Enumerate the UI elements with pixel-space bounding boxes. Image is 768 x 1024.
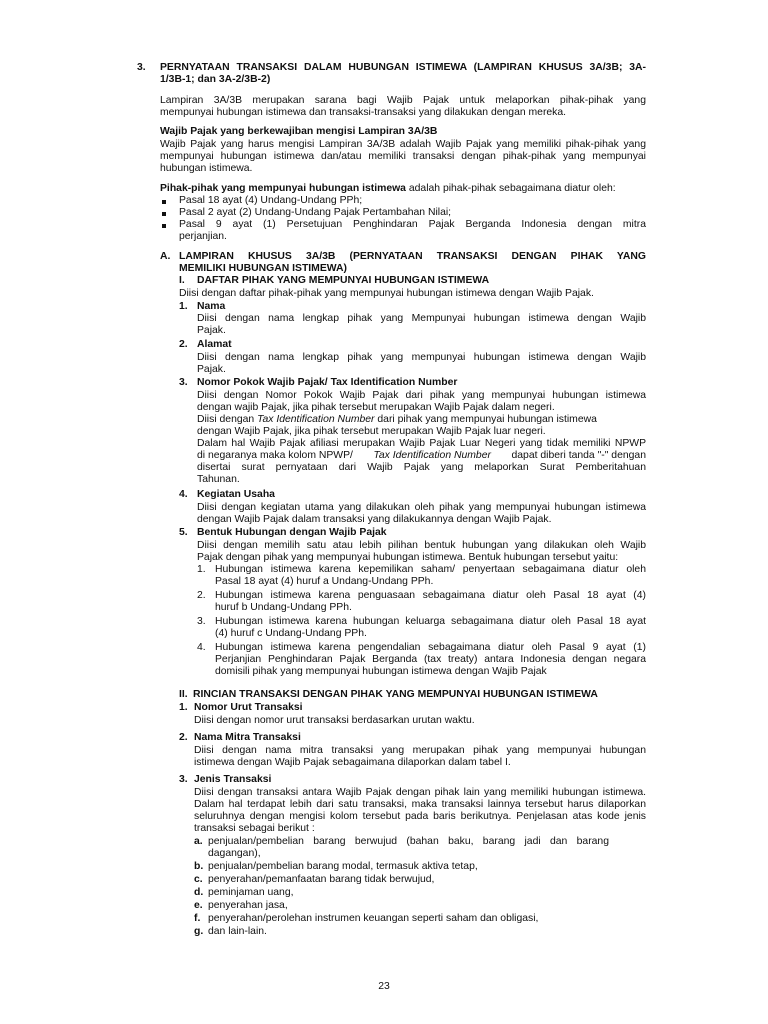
- item-body-line: Diisi dengan nama lengkap pihak yang Mempunyai hubungan istimewa dengan Wajib: [197, 313, 646, 324]
- sub-item-line: huruf b Undang-Undang PPh.: [215, 602, 352, 613]
- sub-item-number: 2.: [197, 590, 206, 601]
- text-run: dari pihak yang mempunyai hubungan istimewa: [374, 414, 597, 425]
- item-body-line: dengan wajib Pajak, jika pihak tersebut merupakan Wajib Pajak dalam negeri.: [197, 402, 555, 413]
- item-body-line: Diisi dengan memilih satu atau lebih pilihan bentuk hubungan yang dilakukan oleh Wajib: [197, 540, 646, 551]
- sub-item-line: (4) huruf c Undang-Undang PPh.: [215, 628, 367, 639]
- square-bullet-icon: [162, 212, 166, 216]
- section-3-title-line1: PERNYATAAN TRANSAKSI DALAM HUBUNGAN ISTIMEWA (LAMPIRAN KHUSUS 3A/3B; 3A-: [160, 62, 646, 73]
- item-body-line: Diisi dengan Nomor Pokok Wajib Pajak dari pihak yang mempunyai hubungan istimewa: [197, 390, 646, 401]
- wajib-pajak-heading: Wajib Pajak yang berkewajiban mengisi Lampiran 3A/3B: [160, 126, 438, 137]
- code-text: peminjaman uang,: [208, 887, 294, 898]
- bullet-item: Pasal 9 ayat (1) Persetujuan Penghindaran Pajak Berganda Indonesia dengan mitra: [179, 219, 646, 230]
- wajib-pajak-line2: mempunyai hubungan istimewa dan/atau memiliki transaksi dengan pihak-pihak yang mempunyai: [160, 151, 646, 162]
- code-letter: a.: [194, 836, 203, 847]
- item-title-bentuk-hubungan: Bentuk Hubungan dengan Wajib Pajak: [197, 527, 387, 538]
- sub-item-number: 3.: [197, 616, 206, 627]
- section-i-intro: Diisi dengan daftar pihak-pihak yang mempunyai hubungan istimewa dengan Wajib Pajak.: [179, 288, 594, 299]
- section-a-title-line2: MEMILIKI HUBUNGAN ISTIMEWA): [179, 263, 347, 274]
- code-letter: b.: [194, 861, 204, 872]
- section-3-intro-line2: mempunyai hubungan istimewa dan transaksi-transaksi yang dilakukan dengan mereka.: [160, 107, 567, 118]
- item-title-npwp: Nomor Pokok Wajib Pajak/ Tax Identification Number: [197, 377, 458, 388]
- text-run: dapat diberi tanda "-" dengan: [511, 450, 646, 461]
- section-3-number: 3.: [137, 62, 146, 73]
- item-title-nomor-urut: Nomor Urut Transaksi: [194, 702, 303, 713]
- item-body-line: Diisi dengan nama mitra transaksi yang merupakan pihak yang mempunyai hubungan: [194, 745, 646, 756]
- item-number: 1.: [179, 702, 188, 713]
- wajib-pajak-line3: hubungan istimewa.: [160, 163, 253, 174]
- item-body-line: dengan Wajib Pajak, jika pihak tersebut merupakan Wajib Pajak luar negeri.: [197, 426, 546, 437]
- item-body-line: Pajak dengan pihak yang mempunyai hubungan istimewa. Bentuk hubungan tersebut yaitu:: [197, 552, 619, 563]
- section-3-title-line2: 1/3B-1; dan 3A-2/3B-2): [160, 74, 271, 85]
- sub-item-line: Hubungan istimewa karena hubungan keluarga sebagaimana diatur oleh Pasal 18 ayat: [215, 616, 646, 627]
- item-number: 1.: [179, 301, 188, 312]
- section-ii-number: II.: [179, 689, 188, 700]
- sub-item-number: 1.: [197, 564, 206, 575]
- section-i-number: I.: [179, 275, 185, 286]
- item-title-nama-mitra: Nama Mitra Transaksi: [194, 732, 301, 743]
- item-body-line: Diisi dengan nama lengkap pihak yang mempunyai hubungan istimewa dengan Wajib: [197, 352, 646, 363]
- item-body-line: [197, 450, 646, 462]
- section-ii-title: RINCIAN TRANSAKSI DENGAN PIHAK YANG MEMPUNYAI HUBUNGAN ISTIMEWA: [193, 689, 598, 700]
- code-letter: c.: [194, 874, 203, 885]
- bullet-item: Pasal 18 ayat (4) Undang-Undang PPh;: [179, 195, 363, 206]
- item-body-line: Diisi dengan nomor urut transaksi berdasarkan urutan waktu.: [194, 715, 475, 726]
- code-text: dan lain-lain.: [208, 926, 267, 937]
- code-text: penjualan/pembelian barang berwujud (bahan baku, barang jadi dan barang: [208, 836, 609, 847]
- item-body-line: Pajak.: [197, 364, 226, 375]
- code-text: penyerahan/perolehan instrumen keuangan seperti saham dan obligasi,: [208, 913, 539, 924]
- code-letter: f.: [194, 913, 201, 924]
- item-body-line: [197, 414, 597, 426]
- square-bullet-icon: [162, 200, 166, 204]
- code-letter: g.: [194, 926, 204, 937]
- sub-item-line: Perjanjian Penghindaran Pajak Berganda (tax treaty) antara Indonesia dengan negara: [215, 654, 646, 665]
- item-body-line: transaksi sebagai berikut :: [194, 823, 315, 834]
- pihak-rest-text: adalah pihak-pihak sebagaimana diatur oleh:: [405, 183, 616, 194]
- item-body-line: istimewa dengan Wajib Pajak sebagaimana dilaporkan dalam tabel I.: [194, 757, 511, 768]
- pihak-paragraph: [160, 183, 616, 195]
- item-number: 3.: [179, 377, 188, 388]
- section-i-title: DAFTAR PIHAK YANG MEMPUNYAI HUBUNGAN ISTIMEWA: [197, 275, 490, 286]
- item-number: 2.: [179, 732, 188, 743]
- item-body-line: dengan Wajib Pajak dalam transaksi yang dilakukannya dengan Wajib Pajak.: [197, 514, 552, 525]
- section-3-intro-line1: Lampiran 3A/3B merupakan sarana bagi Wajib Pajak untuk melaporkan pihak-pihak yang: [160, 95, 646, 106]
- item-number: 3.: [179, 774, 188, 785]
- item-title-kegiatan-usaha: Kegiatan Usaha: [197, 489, 275, 500]
- sub-item-line: Hubungan istimewa karena kepemilikan saham/ penyertaan sebagaimana diatur oleh: [215, 564, 646, 575]
- italic-text-run: Tax Identification Number: [373, 450, 491, 461]
- item-body-line: Pajak.: [197, 325, 226, 336]
- item-body-line: Diisi dengan kegiatan utama yang dilakukan oleh pihak yang mempunyai hubungan istimewa: [197, 502, 646, 513]
- sub-item-line: Hubungan istimewa karena penguasaan sebagaimana diatur oleh Pasal 18 ayat (4): [215, 590, 646, 601]
- item-title-nama: Nama: [197, 301, 226, 312]
- code-text: penjualan/pembelian barang modal, termasuk aktiva tetap,: [208, 861, 478, 872]
- item-number: 2.: [179, 339, 188, 350]
- code-letter: d.: [194, 887, 204, 898]
- item-body-line: seluruhnya dengan mengisi kolom tersebut pada baris berikutnya. Penjelasan atas kode jenis: [194, 811, 646, 822]
- section-a-letter: A.: [160, 251, 171, 262]
- item-body-line: disertai surat pernyataan dari Wajib Pajak yang melaporkan Surat Pemberitahuan: [197, 462, 646, 473]
- item-body-line: Dalam hal Wajib Pajak afiliasi merupakan Wajib Pajak Luar Negeri yang tidak memiliki NPWP: [197, 438, 646, 449]
- item-body-line: Dalam hal terdapat lebih dari satu transaksi, maka transaksi lainnya tersebut harus dilaporkan: [194, 799, 646, 810]
- item-number: 5.: [179, 527, 188, 538]
- text-run: Diisi dengan: [197, 414, 258, 425]
- text-run: di negaranya maka kolom NPWP/: [197, 450, 353, 461]
- italic-text-run: Tax Identification Number: [257, 414, 375, 425]
- item-body-line: Tahunan.: [197, 474, 240, 485]
- sub-item-line: Pasal 18 ayat (4) huruf a Undang-Undang PPh.: [215, 576, 434, 587]
- bullet-item: Pasal 2 ayat (2) Undang-Undang Pajak Pertambahan Nilai;: [179, 207, 452, 218]
- section-a-title-line1: LAMPIRAN KHUSUS 3A/3B (PERNYATAAN TRANSAKSI DENGAN PIHAK YANG: [179, 251, 646, 262]
- code-letter: e.: [194, 900, 203, 911]
- page-number: 23: [378, 981, 390, 992]
- code-text: dagangan),: [208, 848, 261, 859]
- item-number: 4.: [179, 489, 188, 500]
- bullet-item-continuation: perjanjian.: [179, 231, 227, 242]
- item-title-alamat: Alamat: [197, 339, 232, 350]
- code-text: penyerahan/pemanfaatan barang tidak berwujud,: [208, 874, 435, 885]
- sub-item-line: Hubungan istimewa karena pengendalian sebagaimana diatur oleh Pasal 9 ayat (1): [215, 642, 646, 653]
- wajib-pajak-line1: Wajib Pajak yang harus mengisi Lampiran 3A/3B adalah Wajib Pajak yang memiliki pihak-pihak yang: [160, 139, 646, 150]
- sub-item-line: domisili pihak yang mempunyai hubungan istimewa dengan Wajib Pajak: [215, 666, 547, 677]
- square-bullet-icon: [162, 224, 166, 228]
- item-title-jenis-transaksi: Jenis Transaksi: [194, 774, 272, 785]
- pihak-bold-text: Pihak-pihak yang mempunyai hubungan istimewa: [160, 183, 406, 194]
- sub-item-number: 4.: [197, 642, 206, 653]
- item-body-line: Diisi dengan transaksi antara Wajib Pajak dengan pihak lain yang memiliki hubungan istimewa.: [194, 787, 646, 798]
- code-text: penyerahan jasa,: [208, 900, 288, 911]
